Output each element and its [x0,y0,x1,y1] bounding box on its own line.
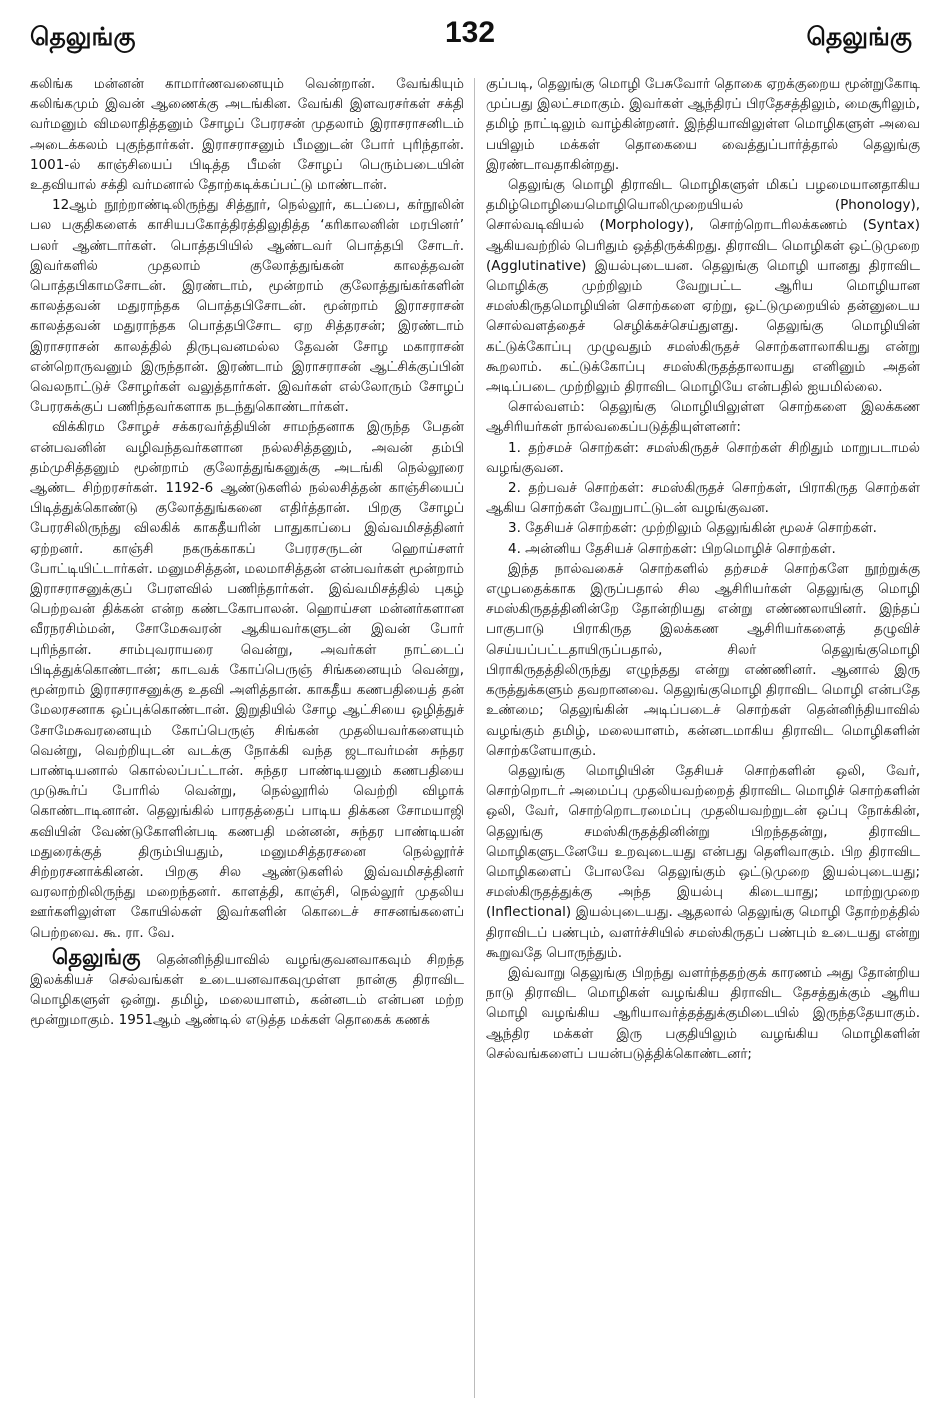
right-column [486,74,920,1064]
entry-text: தென்னிந்தியாவில் வழங்குவனவாகவும் சிறந்த இலக்கியச் செல்வங்கள் உடையனவாகவுமுள்ள நான்கு திராவிட மொழிகளுள் ஒன்று. தமிழ், மலையாளம், கன்னடம் என்பன மற்ற மூன்றுமாகும். 1951ஆம் ஆண்டில் எடுத்த மக்கள் தொகைக் கணக் [30,951,464,1029]
page-header [0,0,940,70]
paragraph: குப்படி, தெலுங்கு மொழி பேசுவோர் தொகை ஏறக்குறைய மூன்றுகோடி முப்பது இலட்சமாகும். இவர்கள் ஆந்திரப் பிரதேசத்திலும், மைசூரிலும், தமிழ் நாட்டிலும் வாழ்கின்றனர். இந்தியாவிலுள்ள மொழிகளுள் அவை பயிலும் மக்கள் தொகையை வைத்துப்பார்த்தால் தெலுங்கு இரண்டாவதாகின்றது. [486,76,920,173]
paragraph: கலிங்க மன்னன் காமார்ணவனையும் வென்றான். வேங்கியும் கலிங்கமும் இவன் ஆணைக்கு அடங்கின. வேங்கி இளவரசர்கள் சக்தி வர்மனும் விமலாதித்தனும் சோழப் பேரரசன் முதலாம் இராசராசனிடம் அடைக்கலம் புகுந்தார்கள். இராசராசனும் பீமனுடன் போர் புரிந்தான். 1001-ல் காஞ்சியைப் பிடித்த பீமன் சோழப் பெரும்படையின் உதவியால் சக்தி வர்மனால் தோற்கடிக்கப்பட்டு மாண்டான். [30,76,464,194]
list-item: 1. தற்சமச் சொற்கள்: சமஸ்கிருதச் சொற்கள் சிறிதும் மாறுபடாமல் வழங்குவன. [486,439,920,476]
left-column [30,74,464,1031]
paragraph: விக்கிரம சோழச் சக்கரவர்த்தியின் சாமந்தனாக இருந்த பேதன் என்பவனின் வழிவந்தவர்களான நல்லசித்தனும், அவன் தம்பி தம்முசித்தனும் மூன்றாம் குலோத்துங்கனுக்கு அடங்கி நெல்லூரை ஆண்ட சிற்றரசர்கள். 1192-6 ஆண்டுகளில் நல்லசித்தன் காஞ்சியைப் பிடித்துக்கொண்டு குலோத்துங்கனை எதிர்த்தான். பிறகு சோழப் பேரரசிலிருந்து விலகிக் காகதீயரின் பாதுகாப்பை இவ்வமிசத்தினர் ஏற்றனர். காஞ்சி நகருக்காகப் பேரரசருடன் ஹொய்சளர் போட்டியிட்டார்கள். மனுமசித்தன், மலமாசித்தன் என்பவர்கள் மூன்றாம் இராசராசனுக்குப் பேரளவில் பணிந்தார்கள். இவ்வமிசத்தில் புகழ் பெற்றவன் திக்கன் என்ற கண்டகோபாலன். ஹொய்சள மன்னர்களான வீரநரசிம்மன், சோமேசுவரன் ஆகியவர்களுடன் இவன் போர் புரிந்தான். சாம்புவராயரை வென்று, அவர்கள் நாட்டைப் பிடித்துக்கொண்டான்; காடவக் கோப்பெருஞ் சிங்கனையும் வென்று, மூன்றாம் இராசராசனுக்கு உதவி அளித்தான். காகதீய கணபதியைத் தன் மேலரசனாக ஒப்புக்கொண்டான். இறுதியில் சோழ ஆட்சியை ஒழித்துச் சோமேசுவரனையும் கோப்பெருஞ் சிங்கன் முதலியவர்களையும் வென்று, வெற்றியுடன் வடக்கு நோக்கி வந்த ஜடாவர்மன் சுந்தர பாண்டியனால் கொல்லப்பட்டான். சுந்தர பாண்டியனும் கணபதியை முடுகூர்ப் போரில் வென்று, நெல்லூரில் வெற்றி விழாக் கொண்டாடினான். தெலுங்கில் பாரதத்தைப் பாடிய திக்கன சோமயாஜி கவியின் வேண்டுகோளின்படி கணபதி மன்னன், சுந்தர பாண்டியன் மதுரைக்குத் திரும்பியதும், மனுமசித்தரசனை நெல்லூர்ச் சிற்றரசனாக்கினன். பிறகு சில ஆண்டுகளில் இவ்வமிசத்தினர் வரலாற்றிலிருந்து மறைந்தனர். காளத்தி, காஞ்சி, நெல்லூர் முதலிய ஊர்களிலுள்ள கோயில்கள் இவர்களின் கொடைச் சாசனங்களைப் பெற்றவை. கூ. ரா. வே. [30,419,464,941]
running-head-right: தெலுங்கு [806,22,912,51]
entry-paragraph [30,944,464,1031]
page-number: 132 [444,16,496,49]
paragraph: இவ்வாறு தெலுங்கு பிறந்து வளர்ந்ததற்குக் காரணம் அது தோன்றிய நாடு திராவிட மொழிகள் வழங்கிய திராவிட தேசத்துக்கும் ஆரிய மொழி வழங்கிய ஆரியாவர்த்தத்துக்குமிடையில் இருந்ததேயாகும். ஆந்திர மக்கள் இரு பகுதியிலும் வழங்கிய மொழிகளின் செல்வங்களைப் பயன்படுத்திக்கொண்டனர்; [486,964,920,1062]
column-divider [474,78,475,1398]
paragraph: 12ஆம் நூற்றாண்டிலிருந்து சித்தூர், நெல்லூர், கடப்பை, கர்நூலின் பல பகுதிகளைக் காசியபகோத்திரத்திலுதித்த ‘கரிகாலனின் மரபினர்’ பலர் ஆண்டார்கள். பொத்தபியில் ஆண்டவர் பொத்தபி சோடர். இவர்களில் முதலாம் குலோத்துங்கன் காலத்தவன் பொத்தபிகாமசோடன். இரண்டாம், மூன்றாம் குலோத்துங்கர்களின் காலத்தவன் மதுராந்தக பொத்தபிசோடன். மூன்றாம் இராசராசன் காலத்தவன் மதுராந்தக பொத்தபிசோட ஏற சித்தரசன்; இரண்டாம் இராசராசன் காலத்தில் திருபுவனமல்ல தேவன் சோழ மகாராசன் என்றொருவனும் இருந்தான். இரண்டாம் இராசராசன் ஆட்சிக்குப்பின் வெலநாட்டுச் சோழர்கள் வலுத்தார்கள். இவர்கள் எல்லோரும் சோழப் பேரரசுக்குப் பணிந்தவர்களாக நடந்துகொண்டார்கள். [30,197,464,416]
list-item: 2. தற்பவச் சொற்கள்: சமஸ்கிருதச் சொற்கள், பிராகிருத சொற்கள் ஆகிய சொற்கள் வேறுபாட்டுடன் வழங்குவன. [486,480,920,517]
list-item: 4. அன்னிய தேசியச் சொற்கள்: பிறமொழிச் சொற்கள். [508,540,836,557]
paragraph: சொல்வளம்: தெலுங்கு மொழியிலுள்ள சொற்களை இலக்கண ஆசிரியர்கள் நால்வகைப்படுத்தியுள்ளனர்: [486,399,920,436]
entry-heading: தெலுங்கு [52,944,141,969]
paragraph: இந்த நால்வகைச் சொற்களில் தற்சமச் சொற்களே நூற்றுக்கு எழுபதைக்காக இருப்பதால் சில ஆசிரியர்கள் தெலுங்கு மொழி சமஸ்கிருதத்தினின்றே தோன்றியது என்று எண்ணலாயினர். இந்தப் பாகுபாடு பிராகிருத இலக்கண ஆசிரியர்களைத் தழுவிச் செய்யப்பட்டதாயிருப்பதால், சிலர் தெலுங்குமொழி பிராகிருதத்திலிருந்து எழுந்தது என்று எண்ணினர். ஆனால் இரு கருத்துக்களும் தவறானவை. தெலுங்குமொழி திராவிட மொழி என்பதே உண்மை; தெலுங்கின் அடிப்படைச் சொற்கள் தென்னிந்தியாவில் வழங்கும் தமிழ், மலையாளம், கன்னடமாகிய திராவிட மொழிகளின் சொற்களேயாகும். [486,560,920,759]
running-head-left: தெலுங்கு [30,22,136,51]
paragraph: தெலுங்கு மொழி திராவிட மொழிகளுள் மிகப் பழமையானதாகிய தமிழ்மொழியைமொழியொலிமுறையியல் (Phonology), சொல்வடிவியல் (Morphology), சொற்றொடரிலக்கணம் (Syntax) ஆகியவற்றில் பெரிதும் ஒத்திருக்கிறது. திராவிட மொழிகள் ஒட்டுமுறை (Agglutinative) இயல்புடையன. தெலுங்கு மொழி யானது திராவிட மொழிக்கு முற்றிலும் வேறுபட்ட ஆரிய மொழியான சமஸ்கிருதமொழியின் சொற்களை ஏற்று, ஒட்டுமுறையில் தன்னுடைய சொல்வளத்தைச் செழிக்கச்செய்துளது. தெலுங்கு மொழியின் கட்டுக்கோப்பு முழுவதும் சமஸ்கிருதச் சொற்களாலாகியது என்று கூறலாம். கட்டுக்கோப்பு சமஸ்கிருதத்தாலாயது எனினும் அதன் அடிப்படை முற்றிலும் திராவிட மொழியே என்பதில் ஐயமில்லை. [486,177,920,396]
paragraph: தெலுங்கு மொழியின் தேசியச் சொற்களின் ஒலி, வேர், சொற்றொடர் அமைப்பு முதலியவற்றைத் திராவிட மொழிச் சொற்களின் ஒலி, வேர், சொற்றொடரமைப்பு முதலியவற்றுடன் ஒப்பு நோக்கின், தெலுங்கு சமஸ்கிருதத்தினின்று பிறந்ததன்று, திராவிட மொழிகளுடனேயே உறவுடையது என்பது தெளிவாகும். பிற திராவிட மொழிகளைப் போலவே தெலுங்கும் ஒட்டுமுறை இயல்புடையது; சமஸ்கிருதத்துக்கு அந்த இயல்பு கிடையாது; மாற்றுமுறை (Inflectional) இயல்புடையது. ஆதலால் தெலுங்கு மொழி தோற்றத்தில் திராவிடப் பண்பும், வளர்ச்சியில் சமஸ்கிருதப் பண்பும் உடையது என்று கூறுவதே பொருந்தும். [486,762,920,961]
list-item: 3. தேசியச் சொற்கள்: முற்றிலும் தெலுங்கின் மூலச் சொற்கள். [508,520,877,537]
